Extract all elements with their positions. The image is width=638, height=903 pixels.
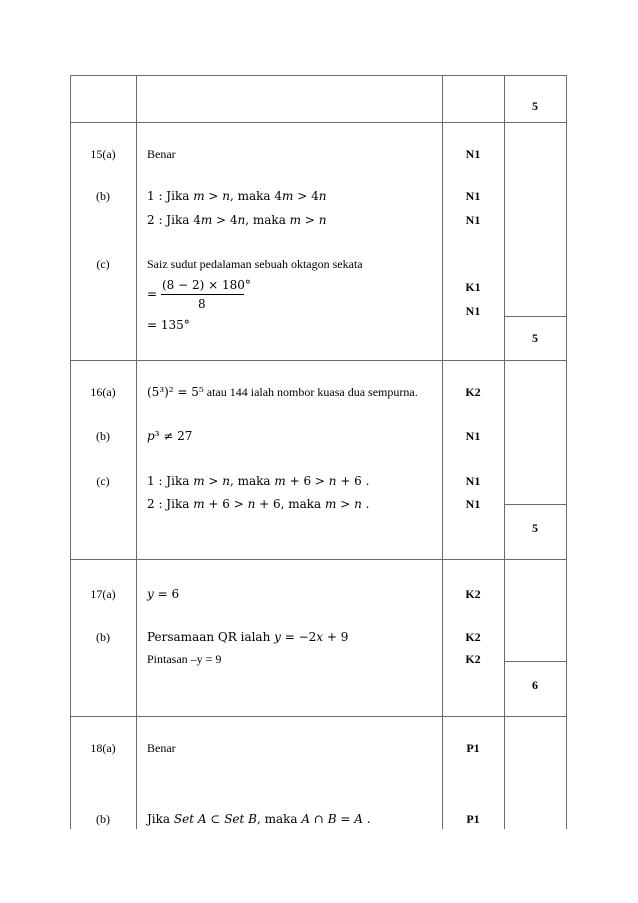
q15c-line1: Saiz sudut pedalaman sebuah oktagon sekata [147,257,363,271]
q15b-line1: 1 : Jika 𝑚 > 𝑛, maka 4𝑚 > 4𝑛 [147,189,327,203]
q15a-label: 15(a) [90,147,116,161]
q18b-answer: Jika 𝑆𝑒𝑡 𝐴 ⊂ 𝑆𝑒𝑡 𝐵, maka 𝐴 ∩ 𝐵 = 𝐴 . [147,812,371,826]
q17a-label: 17(a) [90,587,116,601]
table-border-top [70,75,567,76]
total-separator-17 [504,661,567,662]
q16c-line2: 2 : Jika 𝑚 + 6 > 𝑛 + 6, maka 𝑚 > 𝑛 . [147,497,370,511]
q15-total: 5 [532,331,538,345]
q18a-mark: P1 [466,741,480,755]
q16b-label: (b) [96,429,110,443]
q15c-equals: = [147,287,158,301]
q16-total: 5 [532,521,538,535]
q16c-line1: 1 : Jika 𝑚 > 𝑛, maka 𝑚 + 6 > 𝑛 + 6 . [147,474,370,488]
q15b-mark1: N1 [465,189,481,203]
q17b-line1: Persamaan QR ialah 𝑦 = −2𝑥 + 9 [147,630,349,644]
q16b-answer: 𝑝³ ≠ 27 [147,429,193,443]
q16c-mark2: N1 [465,497,481,511]
q15b-line2: 2 : Jika 4𝑚 > 4𝑛, maka 𝑚 > 𝑛 [147,213,327,227]
q17-total: 6 [532,678,538,692]
marking-scheme-table [70,75,567,829]
q15c-mark2: N1 [465,304,481,318]
q15c-denominator: 8 [198,297,206,311]
row-divider-2 [70,360,567,361]
row-divider-1 [70,122,567,123]
q15a-mark: N1 [465,147,481,161]
q15b-label: (b) [96,189,110,203]
q18a-label: 18(a) [90,741,116,755]
q17b-mark1: K2 [465,630,481,644]
q17a-mark: K2 [465,587,481,601]
q18a-answer: Benar [147,741,176,755]
q15c-result: = 135° [147,318,190,332]
q15c-label: (c) [96,257,110,271]
q17a-answer: 𝑦 = 6 [147,587,180,601]
row-divider-3 [70,559,567,560]
q16a-text: atau 144 ialah nombor kuasa dua sempurna. [203,385,418,399]
q15c-fraction-bar [161,294,244,295]
total-separator-16 [504,504,567,505]
q16a-math: (5³)² = 5⁵ [147,385,204,399]
row-divider-4 [70,716,567,717]
q16a-answer [147,385,418,399]
q17b-mark2: K2 [465,652,481,666]
header-total: 5 [532,99,538,113]
q15b-mark2: N1 [465,213,481,227]
q17b-label: (b) [96,630,110,644]
q16c-label: (c) [96,474,110,488]
q15c-mark1: K1 [465,280,481,294]
q15a-answer: Benar [147,147,176,161]
q16c-mark1: N1 [465,474,481,488]
q16b-mark: N1 [465,429,481,443]
q15c-numerator: (8 − 2) × 180° [162,278,251,292]
q16a-mark: K2 [465,385,481,399]
total-separator-15 [504,316,567,317]
q18b-mark: P1 [466,812,480,826]
q18b-label: (b) [96,812,110,826]
q16a-label: 16(a) [90,385,116,399]
q17b-line2: Pintasan –y = 9 [147,652,222,666]
